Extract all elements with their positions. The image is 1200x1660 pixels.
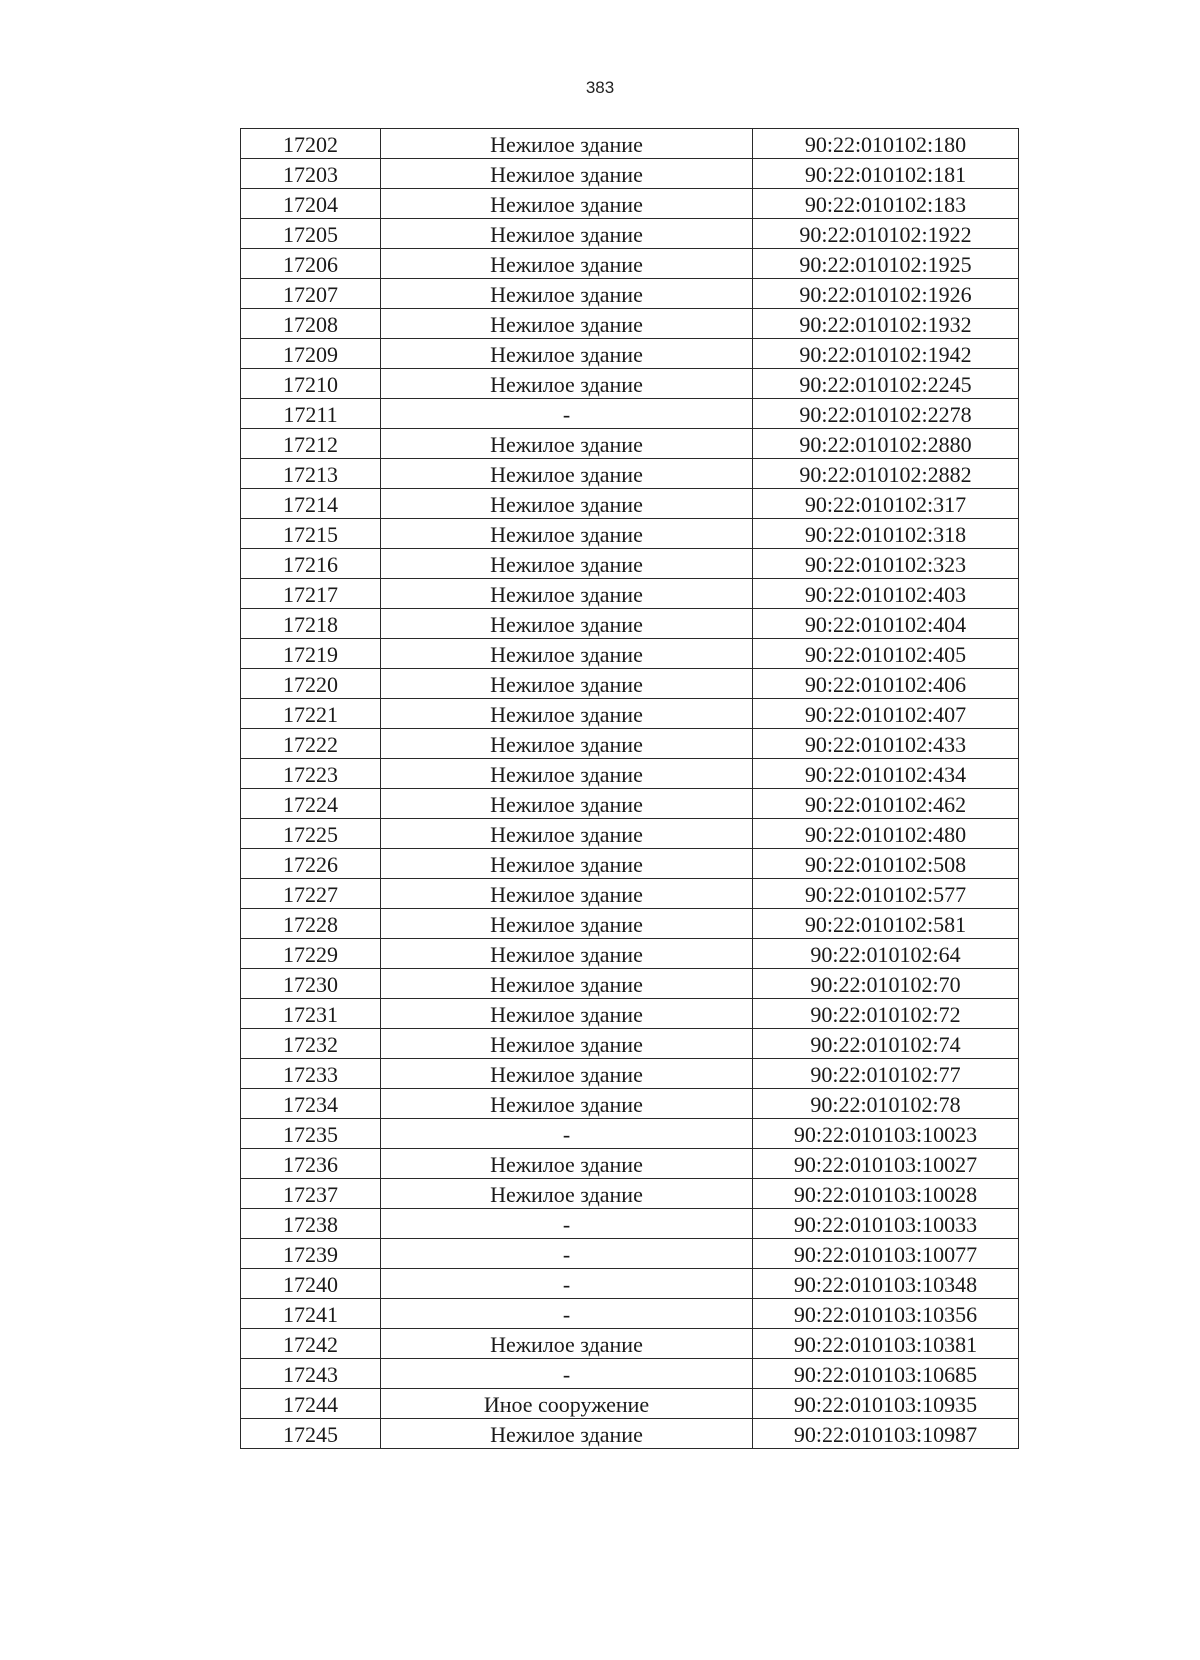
table-row: [241, 1209, 1019, 1239]
cadastral-number-cell: 90:22:010102:2880: [753, 429, 1019, 459]
object-name-cell: Нежилое здание: [381, 729, 753, 759]
row-number-cell: 17211: [241, 399, 381, 429]
page-number: 383: [585, 78, 615, 97]
table-row: [241, 549, 1019, 579]
table-row: [241, 789, 1019, 819]
row-number-cell: 17240: [241, 1269, 381, 1299]
row-number-cell: 17207: [241, 279, 381, 309]
row-number-cell: 17212: [241, 429, 381, 459]
registry-table-body: [241, 129, 1019, 1449]
table-row: [241, 879, 1019, 909]
object-name-cell: Нежилое здание: [381, 1149, 753, 1179]
row-number-cell: 17230: [241, 969, 381, 999]
row-number-cell: 17222: [241, 729, 381, 759]
row-number-cell: 17237: [241, 1179, 381, 1209]
table-row: [241, 129, 1019, 159]
row-number-cell: 17239: [241, 1239, 381, 1269]
table-row: [241, 219, 1019, 249]
row-number-cell: 17223: [241, 759, 381, 789]
row-number-cell: 17218: [241, 609, 381, 639]
cadastral-number-cell: 90:22:010102:2278: [753, 399, 1019, 429]
row-number-cell: 17234: [241, 1089, 381, 1119]
row-number-cell: 17226: [241, 849, 381, 879]
row-number-cell: 17206: [241, 249, 381, 279]
cadastral-number-cell: 90:22:010103:10027: [753, 1149, 1019, 1179]
row-number-cell: 17245: [241, 1419, 381, 1449]
row-number-cell: 17235: [241, 1119, 381, 1149]
table-row: [241, 159, 1019, 189]
cadastral-number-cell: 90:22:010103:10028: [753, 1179, 1019, 1209]
object-name-cell: Нежилое здание: [381, 339, 753, 369]
table-row: [241, 819, 1019, 849]
object-name-cell: Нежилое здание: [381, 849, 753, 879]
cadastral-number-cell: 90:22:010103:10381: [753, 1329, 1019, 1359]
table-row: [241, 1269, 1019, 1299]
table-row: [241, 279, 1019, 309]
table-row: [241, 639, 1019, 669]
object-name-cell: Нежилое здание: [381, 1419, 753, 1449]
table-row: [241, 519, 1019, 549]
row-number-cell: 17208: [241, 309, 381, 339]
table-row: [241, 189, 1019, 219]
object-name-cell: Нежилое здание: [381, 519, 753, 549]
row-number-cell: 17221: [241, 699, 381, 729]
cadastral-number-cell: 90:22:010102:433: [753, 729, 1019, 759]
table-row: [241, 1059, 1019, 1089]
cadastral-number-cell: 90:22:010102:64: [753, 939, 1019, 969]
cadastral-number-cell: 90:22:010102:317: [753, 489, 1019, 519]
object-name-cell: Нежилое здание: [381, 819, 753, 849]
cadastral-number-cell: 90:22:010103:10033: [753, 1209, 1019, 1239]
row-number-cell: 17217: [241, 579, 381, 609]
object-name-cell: Нежилое здание: [381, 1059, 753, 1089]
object-name-cell: Нежилое здание: [381, 369, 753, 399]
object-name-cell: Нежилое здание: [381, 1329, 753, 1359]
table-row: [241, 1389, 1019, 1419]
object-name-cell: Нежилое здание: [381, 1089, 753, 1119]
cadastral-number-cell: 90:22:010103:10077: [753, 1239, 1019, 1269]
cadastral-number-cell: 90:22:010102:180: [753, 129, 1019, 159]
cadastral-number-cell: 90:22:010102:434: [753, 759, 1019, 789]
cadastral-number-cell: 90:22:010102:581: [753, 909, 1019, 939]
object-name-cell: -: [381, 1299, 753, 1329]
object-name-cell: Нежилое здание: [381, 969, 753, 999]
cadastral-number-cell: 90:22:010102:72: [753, 999, 1019, 1029]
table-row: [241, 1089, 1019, 1119]
table-row: [241, 1119, 1019, 1149]
object-name-cell: Нежилое здание: [381, 939, 753, 969]
cadastral-number-cell: 90:22:010102:318: [753, 519, 1019, 549]
row-number-cell: 17241: [241, 1299, 381, 1329]
table-row: [241, 1029, 1019, 1059]
table-row: [241, 459, 1019, 489]
object-name-cell: Нежилое здание: [381, 579, 753, 609]
object-name-cell: -: [381, 399, 753, 429]
object-name-cell: Нежилое здание: [381, 459, 753, 489]
object-name-cell: Нежилое здание: [381, 549, 753, 579]
object-name-cell: -: [381, 1359, 753, 1389]
table-row: [241, 699, 1019, 729]
table-row: [241, 1359, 1019, 1389]
cadastral-number-cell: 90:22:010102:577: [753, 879, 1019, 909]
table-row: [241, 399, 1019, 429]
object-name-cell: Нежилое здание: [381, 1179, 753, 1209]
row-number-cell: 17213: [241, 459, 381, 489]
row-number-cell: 17227: [241, 879, 381, 909]
object-name-cell: -: [381, 1119, 753, 1149]
cadastral-number-cell: 90:22:010103:10987: [753, 1419, 1019, 1449]
object-name-cell: Нежилое здание: [381, 789, 753, 819]
cadastral-number-cell: 90:22:010102:2245: [753, 369, 1019, 399]
cadastral-number-cell: 90:22:010102:405: [753, 639, 1019, 669]
table-row: [241, 249, 1019, 279]
object-name-cell: Нежилое здание: [381, 249, 753, 279]
row-number-cell: 17228: [241, 909, 381, 939]
table-row: [241, 369, 1019, 399]
table-row: [241, 1149, 1019, 1179]
object-name-cell: Нежилое здание: [381, 699, 753, 729]
cadastral-number-cell: 90:22:010103:10935: [753, 1389, 1019, 1419]
table-row: [241, 969, 1019, 999]
object-name-cell: -: [381, 1209, 753, 1239]
cadastral-number-cell: 90:22:010102:1942: [753, 339, 1019, 369]
table-row: [241, 999, 1019, 1029]
cadastral-number-cell: 90:22:010103:10348: [753, 1269, 1019, 1299]
cadastral-number-cell: 90:22:010102:406: [753, 669, 1019, 699]
cadastral-number-cell: 90:22:010102:1926: [753, 279, 1019, 309]
row-number-cell: 17232: [241, 1029, 381, 1059]
object-name-cell: Нежилое здание: [381, 909, 753, 939]
cadastral-number-cell: 90:22:010102:1922: [753, 219, 1019, 249]
object-name-cell: Нежилое здание: [381, 639, 753, 669]
cadastral-number-cell: 90:22:010103:10685: [753, 1359, 1019, 1389]
table-row: [241, 609, 1019, 639]
row-number-cell: 17233: [241, 1059, 381, 1089]
object-name-cell: Нежилое здание: [381, 669, 753, 699]
row-number-cell: 17231: [241, 999, 381, 1029]
cadastral-number-cell: 90:22:010103:10023: [753, 1119, 1019, 1149]
cadastral-number-cell: 90:22:010102:404: [753, 609, 1019, 639]
table-row: [241, 909, 1019, 939]
table-row: [241, 579, 1019, 609]
cadastral-number-cell: 90:22:010102:480: [753, 819, 1019, 849]
table-row: [241, 669, 1019, 699]
table-row: [241, 429, 1019, 459]
table-row: [241, 1419, 1019, 1449]
table-row: [241, 1329, 1019, 1359]
row-number-cell: 17220: [241, 669, 381, 699]
cadastral-number-cell: 90:22:010102:407: [753, 699, 1019, 729]
row-number-cell: 17224: [241, 789, 381, 819]
cadastral-number-cell: 90:22:010102:508: [753, 849, 1019, 879]
row-number-cell: 17204: [241, 189, 381, 219]
table-row: [241, 489, 1019, 519]
table-row: [241, 1239, 1019, 1269]
object-name-cell: Нежилое здание: [381, 219, 753, 249]
object-name-cell: -: [381, 1269, 753, 1299]
cadastral-number-cell: 90:22:010102:70: [753, 969, 1019, 999]
row-number-cell: 17229: [241, 939, 381, 969]
row-number-cell: 17214: [241, 489, 381, 519]
object-name-cell: Нежилое здание: [381, 279, 753, 309]
cadastral-number-cell: 90:22:010102:181: [753, 159, 1019, 189]
registry-table: [240, 128, 1019, 1449]
cadastral-number-cell: 90:22:010102:74: [753, 1029, 1019, 1059]
object-name-cell: Нежилое здание: [381, 879, 753, 909]
row-number-cell: 17242: [241, 1329, 381, 1359]
cadastral-number-cell: 90:22:010102:2882: [753, 459, 1019, 489]
table-row: [241, 339, 1019, 369]
object-name-cell: Нежилое здание: [381, 999, 753, 1029]
row-number-cell: 17238: [241, 1209, 381, 1239]
table-row: [241, 729, 1019, 759]
row-number-cell: 17215: [241, 519, 381, 549]
table-row: [241, 1299, 1019, 1329]
object-name-cell: Нежилое здание: [381, 159, 753, 189]
row-number-cell: 17203: [241, 159, 381, 189]
cadastral-number-cell: 90:22:010102:403: [753, 579, 1019, 609]
object-name-cell: Нежилое здание: [381, 489, 753, 519]
row-number-cell: 17219: [241, 639, 381, 669]
cadastral-number-cell: 90:22:010102:77: [753, 1059, 1019, 1089]
row-number-cell: 17210: [241, 369, 381, 399]
row-number-cell: 17243: [241, 1359, 381, 1389]
object-name-cell: Нежилое здание: [381, 609, 753, 639]
row-number-cell: 17205: [241, 219, 381, 249]
cadastral-number-cell: 90:22:010102:183: [753, 189, 1019, 219]
table-row: [241, 309, 1019, 339]
cadastral-number-cell: 90:22:010103:10356: [753, 1299, 1019, 1329]
object-name-cell: -: [381, 1239, 753, 1269]
table-row: [241, 939, 1019, 969]
object-name-cell: Нежилое здание: [381, 189, 753, 219]
cadastral-number-cell: 90:22:010102:323: [753, 549, 1019, 579]
row-number-cell: 17244: [241, 1389, 381, 1419]
object-name-cell: Нежилое здание: [381, 129, 753, 159]
table-row: [241, 759, 1019, 789]
cadastral-number-cell: 90:22:010102:1932: [753, 309, 1019, 339]
cadastral-number-cell: 90:22:010102:462: [753, 789, 1019, 819]
table-row: [241, 849, 1019, 879]
cadastral-number-cell: 90:22:010102:1925: [753, 249, 1019, 279]
object-name-cell: Нежилое здание: [381, 309, 753, 339]
table-row: [241, 1179, 1019, 1209]
row-number-cell: 17225: [241, 819, 381, 849]
object-name-cell: Нежилое здание: [381, 429, 753, 459]
row-number-cell: 17236: [241, 1149, 381, 1179]
row-number-cell: 17216: [241, 549, 381, 579]
row-number-cell: 17202: [241, 129, 381, 159]
cadastral-number-cell: 90:22:010102:78: [753, 1089, 1019, 1119]
object-name-cell: Нежилое здание: [381, 1029, 753, 1059]
row-number-cell: 17209: [241, 339, 381, 369]
object-name-cell: Иное сооружение: [381, 1389, 753, 1419]
object-name-cell: Нежилое здание: [381, 759, 753, 789]
